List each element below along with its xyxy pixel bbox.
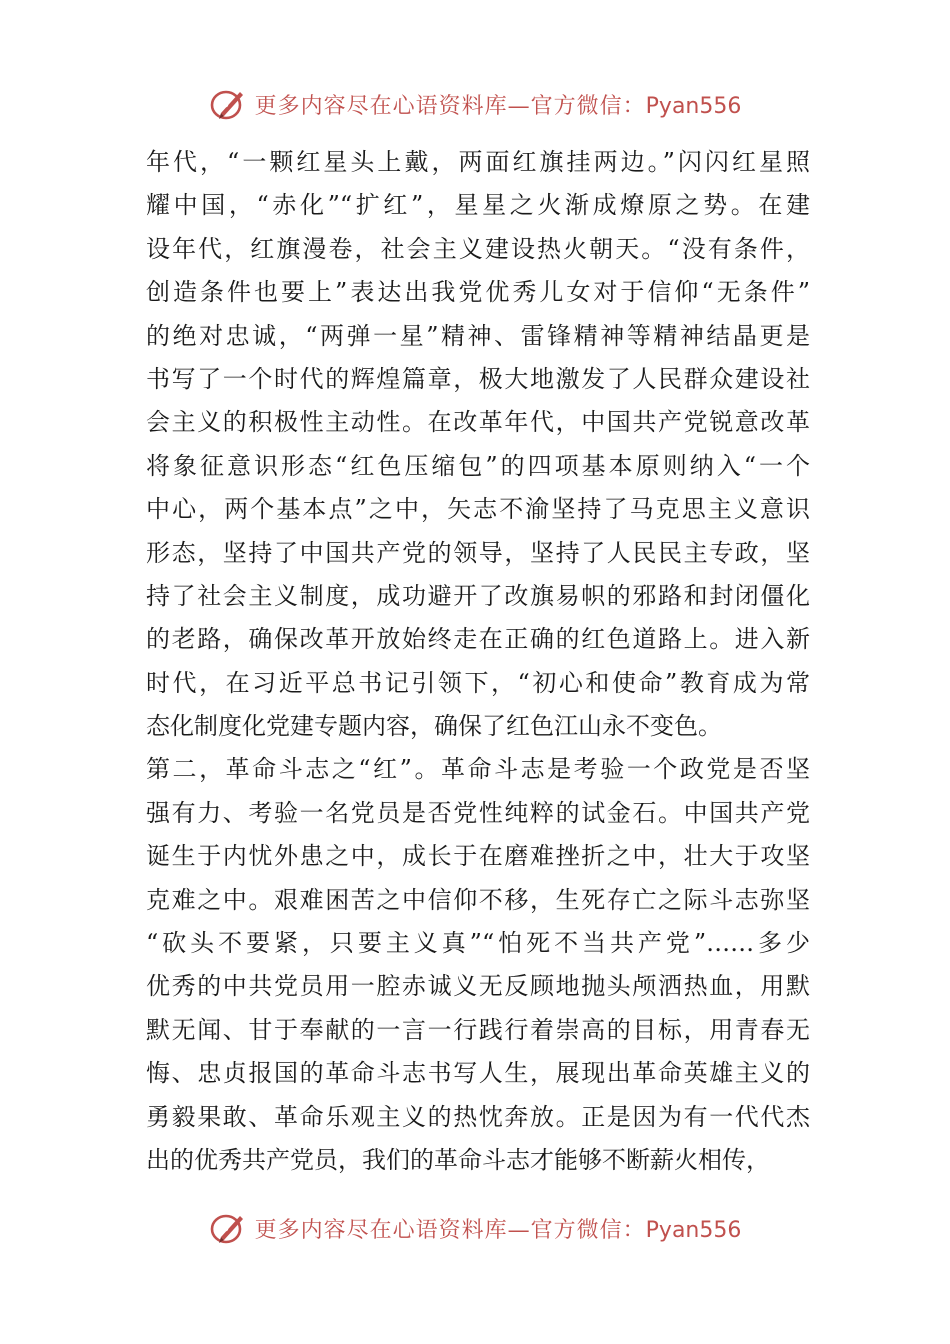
document-body xyxy=(146,141,810,1182)
text-line: 的老路，确保改革开放始终走在正确的红色道路上。进入新 xyxy=(146,625,810,654)
text-line: 态化制度化党建专题内容，确保了红色江山永不变色。 xyxy=(146,712,722,741)
text-line: 第二，革命斗志之“红”。革命斗志是考验一个政党是否坚 xyxy=(146,755,810,784)
text-line: 勇毅果敢、革命乐观主义的热忱奔放。正是因为有一代代杰 xyxy=(146,1102,810,1131)
text-line: 优秀的中共党员用一腔赤诚义无反顾地抛头颅洒热血，用默 xyxy=(146,972,810,1001)
text-line: 书写了一个时代的辉煌篇章，极大地激发了人民群众建设社 xyxy=(146,364,810,393)
text-line: 年代，“一颗红星头上戴，两面红旗挂两边。”闪闪红星照 xyxy=(146,148,810,176)
header-banner xyxy=(0,82,950,126)
text-line: 克难之中。艰难困苦之中信仰不移，生死存亡之际斗志弥坚 xyxy=(146,885,810,914)
header-banner-text xyxy=(255,89,742,120)
footer-banner-text xyxy=(255,1213,742,1244)
text-line: 诞生于内忧外患之中，成长于在磨难挫折之中，壮大于攻坚 xyxy=(146,842,810,871)
header-banner-label: 更多内容尽在心语资料库—官方微信： xyxy=(254,93,646,119)
footer-banner-label: 更多内容尽在心语资料库—官方微信： xyxy=(254,1217,646,1243)
text-line: 强有力、考验一名党员是否党性纯粹的试金石。中国共产党 xyxy=(146,798,810,827)
text-line: 悔、忠贞报国的革命斗志书写人生，展现出革命英雄主义的 xyxy=(146,1059,810,1088)
text-line: 持了社会主义制度，成功避开了改旗易帜的邪路和封闭僵化 xyxy=(146,581,810,610)
text-line: 时代，在习近平总书记引领下，“初心和使命”教育成为常 xyxy=(146,668,810,697)
text-line: “砍头不要紧，只要主义真”“怕死不当共产党”……多少 xyxy=(146,929,810,958)
text-line: 的绝对忠诚，“两弹一星”精神、雷锋精神等精神结晶更是 xyxy=(146,321,810,350)
text-line: 中心，两个基本点”之中，矢志不渝坚持了马克思主义意识 xyxy=(146,495,810,524)
pen-logo-icon xyxy=(209,1210,249,1246)
text-line: 默无闻、甘于奉献的一言一行践行着崇高的目标，用青春无 xyxy=(146,1015,810,1044)
footer-wechat-id: Pyan556 xyxy=(645,1217,742,1243)
header-wechat-id: Pyan556 xyxy=(645,93,742,119)
text-line: 创造条件也要上”表达出我党优秀儿女对于信仰“无条件” xyxy=(146,278,810,307)
text-line: 设年代，红旗漫卷，社会主义建设热火朝天。“没有条件， xyxy=(146,234,810,263)
footer-banner xyxy=(0,1206,950,1250)
pen-logo-icon xyxy=(209,86,249,122)
text-line: 耀中国，“赤化”“扩红”，星星之火渐成燎原之势。在建 xyxy=(146,191,810,220)
text-line: 将象征意识形态“红色压缩包”的四项基本原则纳入“一个 xyxy=(146,451,810,480)
text-line: 会主义的积极性主动性。在改革年代，中国共产党锐意改革 xyxy=(146,408,810,437)
text-line: 形态，坚持了中国共产党的领导，坚持了人民民主专政，坚 xyxy=(146,538,810,567)
text-line: 出的优秀共产党员，我们的革命斗志才能够不断薪火相传， xyxy=(146,1145,770,1174)
